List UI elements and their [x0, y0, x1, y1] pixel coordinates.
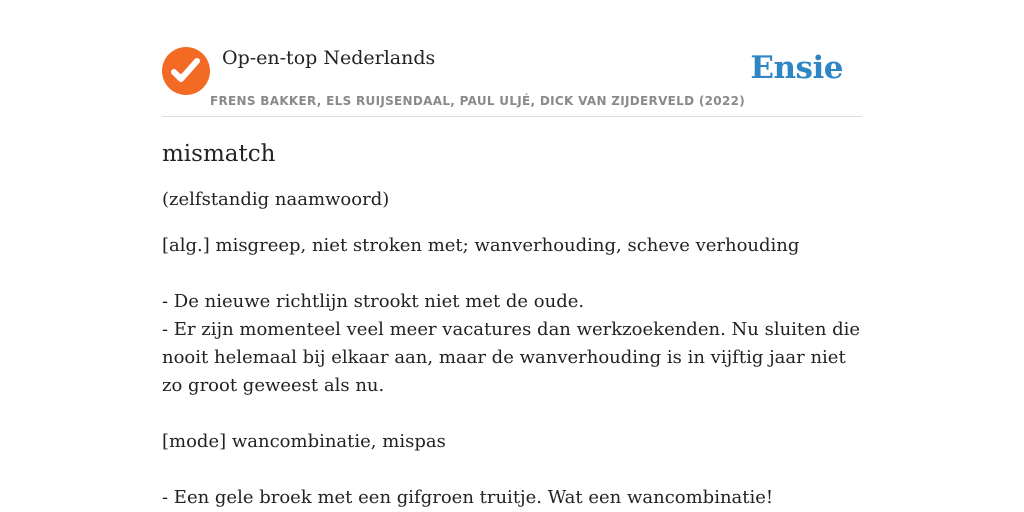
- spacer: [162, 456, 862, 484]
- headword: mismatch: [162, 141, 276, 167]
- source-authors: FRENS BAKKER, ELS RUIJSENDAAL, PAUL ULJÉ, DICK VAN ZIJDERVELD (2022): [210, 94, 746, 108]
- sense-definition: [alg.] misgreep, niet stroken met; wanverhouding, scheve verhouding: [162, 235, 800, 256]
- part-of-speech: (zelfstandig naamwoord): [162, 189, 390, 210]
- sense-definition: [mode] wancombinatie, mispas: [162, 431, 446, 452]
- source-title[interactable]: Op-en-top Nederlands: [222, 47, 436, 69]
- source-header: [162, 40, 862, 117]
- sense-example: - Er zijn momenteel veel meer vacatures dan werkzoekenden. Nu sluiten die nooit helemaal bij elkaar aan, maar de wanverhouding is in vijftig jaar niet zo groot geweest als nu.: [162, 319, 861, 396]
- spacer: [162, 400, 862, 428]
- spacer: [162, 260, 862, 288]
- sense-example: - De nieuwe richtlijn strookt niet met de oude.: [162, 291, 585, 312]
- checkmark-icon: [162, 47, 210, 95]
- checkmark-glyph: [162, 47, 210, 95]
- entry-content: [162, 138, 862, 512]
- sense-example: - Een gele broek met een gifgroen truitje. Wat een wancombinatie!: [162, 487, 774, 508]
- brand-logo[interactable]: Ensie: [750, 50, 843, 86]
